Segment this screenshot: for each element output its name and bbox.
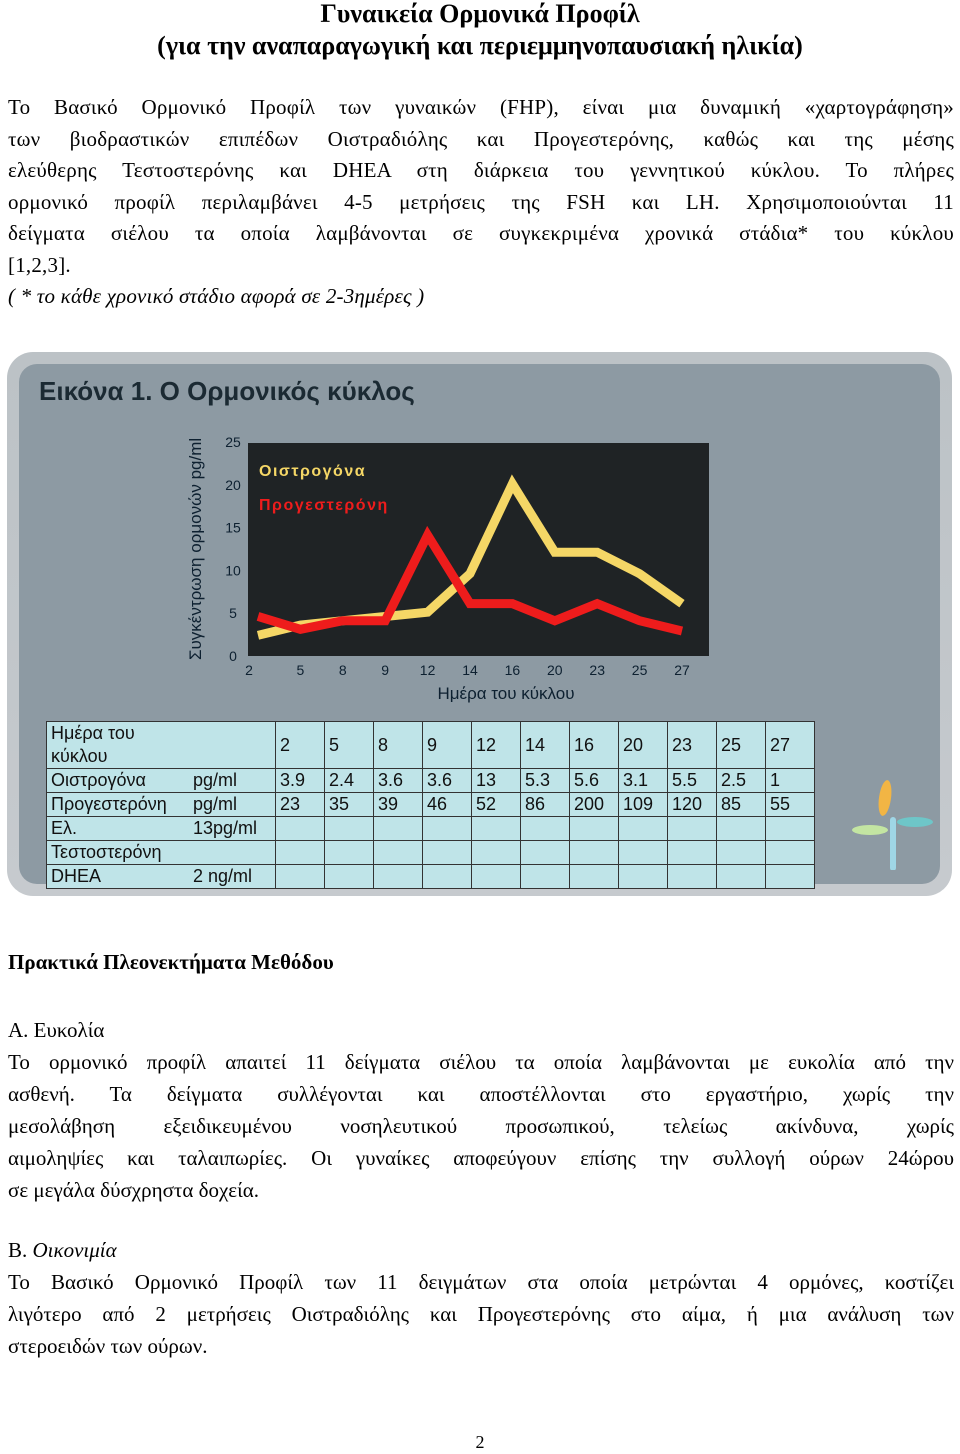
table-cell: 3.1 (619, 769, 668, 793)
row-unit (189, 722, 276, 769)
x-tick-label: 8 (338, 662, 347, 678)
row-label: Τεστοστερόνη (47, 841, 190, 865)
table-cell (472, 841, 521, 865)
row-label: Ελ. (47, 817, 190, 841)
y-tick-label: 25 (225, 434, 241, 450)
advantage-b-line: λιγότερο από 2 μετρήσεις Οιστραδιόλης και Προγεστερόνης στο αίμα, ή μια ανάλυση των (8, 1302, 954, 1326)
intro-line: ορμονικό προφίλ περιλαμβάνει 4-5 μετρήσεις της FSH και LH. Χρησιμοποιούνται 11 (8, 189, 954, 214)
table-cell (668, 841, 717, 865)
intro-line: [1,2,3]. (8, 252, 71, 277)
page-number: 2 (475, 1432, 485, 1452)
table-cell: 27 (766, 722, 815, 769)
table-cell (521, 841, 570, 865)
intro-line: των βιοδραστικών επιπέδων Οιστραδιόλης και Προγεστερόνης, καθώς και της μέσης (8, 126, 954, 151)
row-unit: pg/ml (189, 793, 276, 817)
intro-line: Το Βασικό Ορμονικό Προφίλ των γυναικών (FHP), είναι μια δυναμική «χαρτογράφηση» (8, 95, 954, 119)
table-cell (717, 841, 766, 865)
table-cell: 8 (374, 722, 423, 769)
table-cell (374, 817, 423, 841)
table-cell (766, 865, 815, 889)
table-cell: 5.5 (668, 769, 717, 793)
table-row (47, 769, 815, 793)
table-cell (668, 817, 717, 841)
advantage-b-prefix: Β. (8, 1238, 28, 1262)
table-cell: 3.6 (374, 769, 423, 793)
table-cell (276, 865, 325, 889)
table-cell: 52 (472, 793, 521, 817)
advantage-a-line: μεσολάβηση εξειδικευμένου νοσηλευτικού προσωπικού, τελείως ακίνδυνα, χωρίς (8, 1114, 954, 1138)
table-cell: 1 (766, 769, 815, 793)
advantage-b-name: Οικονιμία (32, 1238, 117, 1262)
table-cell (325, 865, 374, 889)
table-cell: 120 (668, 793, 717, 817)
table-cell (766, 841, 815, 865)
table-cell (423, 841, 472, 865)
y-tick-label: 0 (229, 648, 237, 664)
table-cell: 23 (668, 722, 717, 769)
row-unit: 2 ng/ml (189, 865, 276, 889)
document-title: Γυναικεία Ορμονικά Προφίλ (320, 0, 640, 28)
advantage-a (8, 1014, 954, 1206)
x-tick-label: 5 (296, 662, 305, 678)
table-cell (521, 817, 570, 841)
y-tick-label: 20 (225, 476, 241, 493)
table-cell: 3.6 (423, 769, 472, 793)
x-tick-label: 20 (547, 662, 563, 678)
x-axis-label: Ημέρα του κύκλου (437, 684, 575, 703)
table-cell (717, 817, 766, 841)
table-cell (717, 865, 766, 889)
table-cell (570, 817, 619, 841)
table-cell (276, 841, 325, 865)
table-cell (570, 865, 619, 889)
table-cell (472, 865, 521, 889)
x-tick-label: 14 (462, 662, 478, 678)
table-cell: 86 (521, 793, 570, 817)
table-cell: 35 (325, 793, 374, 817)
table-cell: 55 (766, 793, 815, 817)
table-cell: 5 (325, 722, 374, 769)
flower-logo-icon (848, 778, 934, 870)
table-cell: 85 (717, 793, 766, 817)
advantage-b-line: στεροειδών των ούρων. (8, 1334, 208, 1358)
row-label: Προγεστερόνη (47, 793, 190, 817)
table-cell: 13 (472, 769, 521, 793)
table-cell (619, 841, 668, 865)
advantage-b-title (8, 1234, 954, 1266)
table-cell (619, 817, 668, 841)
hormone-table (46, 721, 815, 889)
table-row (47, 865, 815, 889)
x-tick-label: 9 (381, 662, 390, 678)
y-tick-label: 5 (229, 605, 237, 622)
table-cell: 2 (276, 722, 325, 769)
table-row (47, 793, 815, 817)
table-cell: 16 (570, 722, 619, 769)
table-cell: 20 (619, 722, 668, 769)
advantage-a-line: σε μεγάλα δύσχρηστα δοχεία. (8, 1178, 260, 1202)
table-cell (374, 865, 423, 889)
x-tick-label: 27 (674, 662, 690, 678)
table-cell: 14 (521, 722, 570, 769)
table-cell: 25 (717, 722, 766, 769)
table-cell: 5.3 (521, 769, 570, 793)
x-tick-label: 23 (589, 662, 605, 678)
x-tick-label: 2 (245, 662, 253, 678)
table-cell: 200 (570, 793, 619, 817)
table-cell: 2.4 (325, 769, 374, 793)
y-axis-label: Συγκέντρωση ορμονών pg/ml (186, 437, 205, 660)
table-cell (325, 817, 374, 841)
row-unit (189, 841, 276, 865)
table-cell: 3.9 (276, 769, 325, 793)
advantage-a-line: αιμοληψίες και ταλαιπωρίες. Οι γυναίκες αποφεύγουν επίσης την συλλογή ούρων 24ώρου (8, 1146, 954, 1170)
table-cell (423, 865, 472, 889)
table-cell (668, 865, 717, 889)
advantage-a-line: Το ορμονικό προφίλ απαιτεί 11 δείγματα σιέλου τα οποία λαμβάνονται με ευκολία από την (8, 1050, 954, 1074)
legend-entry: Προγεστερόνη (259, 497, 389, 514)
table-row (47, 817, 815, 841)
table-cell (521, 865, 570, 889)
table-cell (325, 841, 374, 865)
advantage-a-line: ασθενή. Τα δείγματα συλλέγονται και αποστέλλονται στο εργαστήριο, χωρίς την (8, 1082, 954, 1106)
x-tick-label: 16 (504, 662, 521, 678)
y-tick-label: 10 (225, 562, 241, 579)
table-cell: 39 (374, 793, 423, 817)
table-cell (276, 817, 325, 841)
intro-line: ελεύθερης Τεστοστερόνης και DHEA στη διάρκεια του γεννητικού κύκλου. Το πλήρες (8, 158, 954, 182)
table-cell: 5.6 (570, 769, 619, 793)
row-label: Ημέρα του κύκλου (47, 722, 190, 769)
table-cell (570, 841, 619, 865)
figure-title: Εικόνα 1. Ο Ορμονικός κύκλος (39, 376, 415, 406)
table-cell (423, 817, 472, 841)
row-unit: pg/ml (189, 769, 276, 793)
section-heading: Πρακτικά Πλεονεκτήματα Μεθόδου (8, 950, 334, 974)
table-cell: 46 (423, 793, 472, 817)
advantage-b-line: Το Βασικό Ορμονικό Προφίλ των 11 δειγμάτων στα οποία μετρώνται 4 ορμόνες, κοστίζει (8, 1270, 954, 1294)
table-row (47, 722, 815, 769)
table-cell (374, 841, 423, 865)
table-cell (619, 865, 668, 889)
intro-line: δείγματα σιέλου τα οποία λαμβάνονται σε συγκεκριμένα χρονικά στάδια* του κύκλου (8, 221, 954, 245)
x-tick-label: 12 (419, 662, 436, 678)
table-cell: 12 (472, 722, 521, 769)
row-label: DHEA (47, 865, 190, 889)
table-cell (766, 817, 815, 841)
y-tick-label: 15 (225, 519, 241, 536)
intro-footnote: ( * το κάθε χρονικό στάδιο αφορά σε 2-3ημέρες ) (8, 284, 425, 308)
document-subtitle: (για την αναπαραγωγική και περιεμμηνοπαυσιακή ηλικία) (157, 31, 803, 60)
advantage-a-title: Α. Ευκολία (8, 1018, 105, 1042)
table-cell: 9 (423, 722, 472, 769)
advantage-b (8, 1234, 954, 1362)
table-cell: 109 (619, 793, 668, 817)
table-row (47, 841, 815, 865)
table-cell: 2.5 (717, 769, 766, 793)
legend-entry: Οιστρογόνα (259, 463, 367, 480)
row-unit: 13pg/ml (189, 817, 276, 841)
row-label: Οιστρογόνα (47, 769, 190, 793)
table-cell (472, 817, 521, 841)
hormone-cycle-chart (0, 0, 960, 720)
x-tick-label: 25 (631, 662, 648, 678)
table-cell: 23 (276, 793, 325, 817)
